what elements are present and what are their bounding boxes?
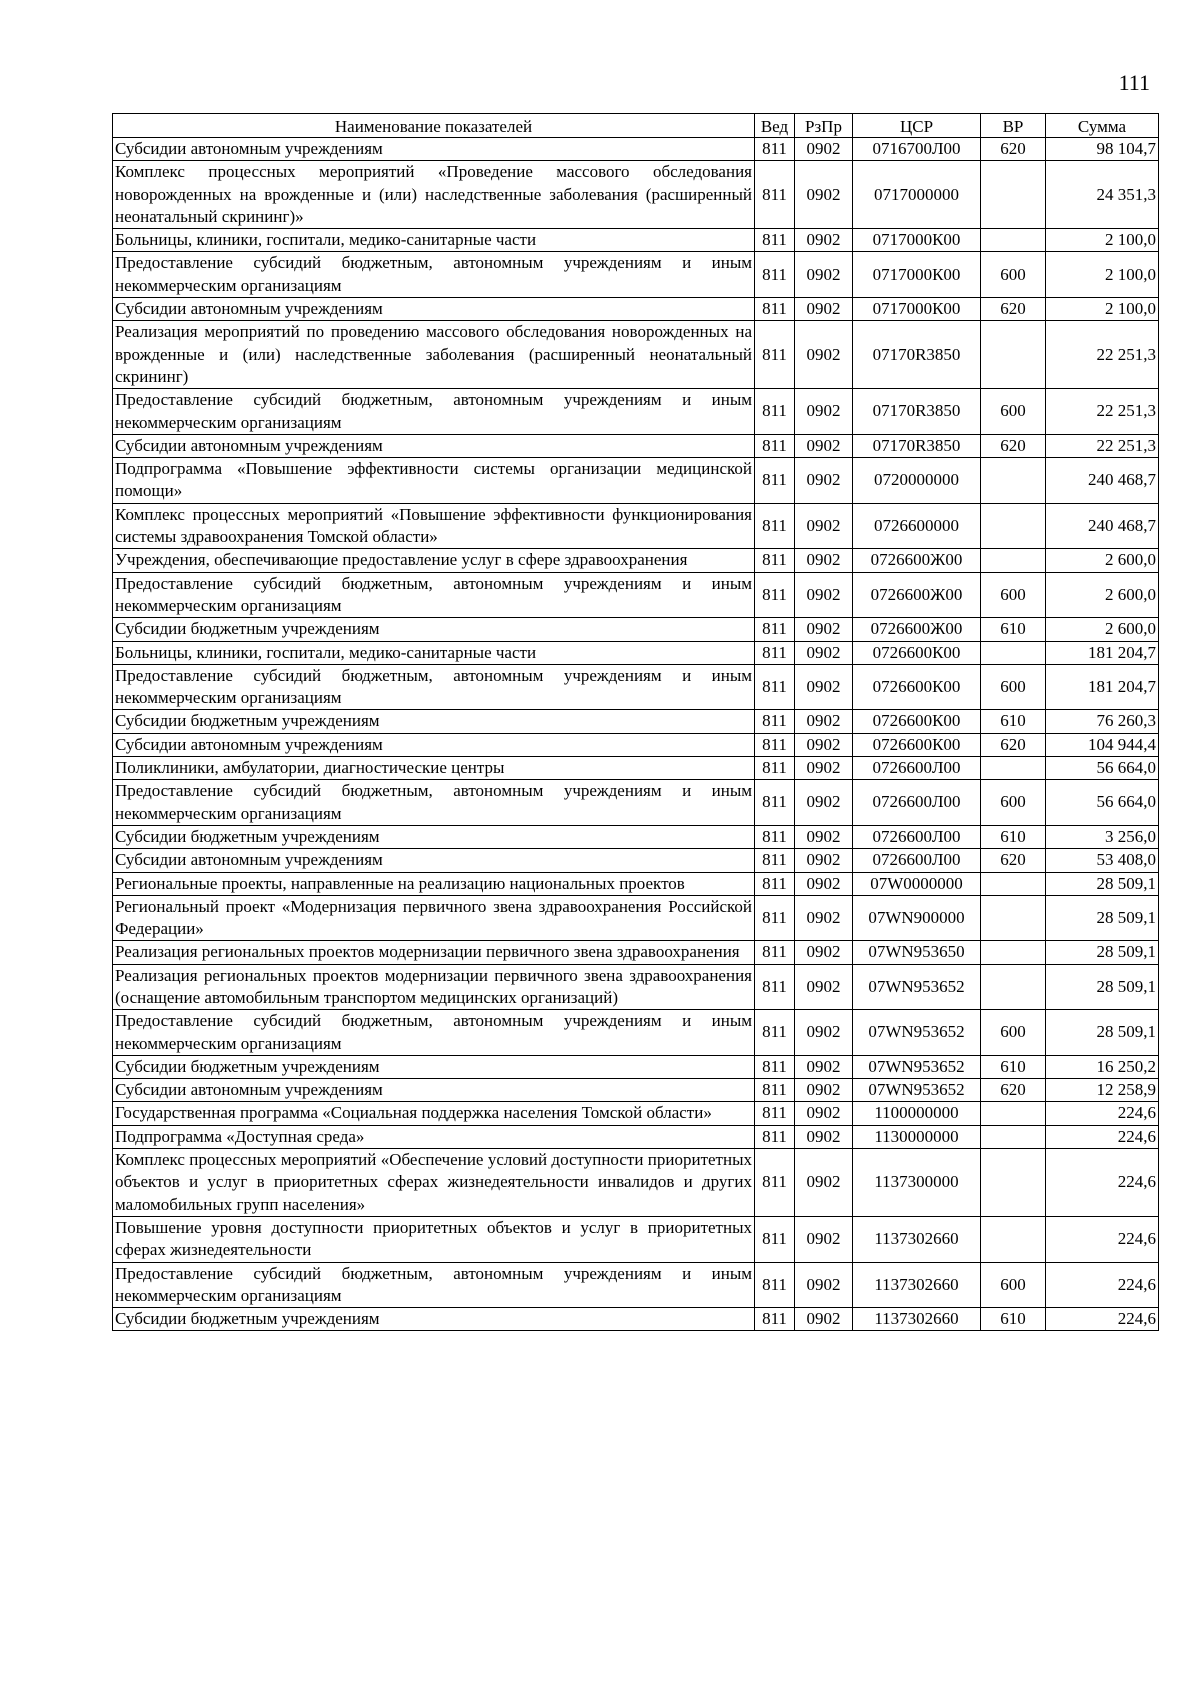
cell-name: Предоставление субсидий бюджетным, автономным учреждениям и иным некоммерческим организациям: [113, 252, 755, 298]
cell-csr: 07170R3850: [853, 389, 981, 435]
cell-name: Подпрограмма «Доступная среда»: [113, 1125, 755, 1148]
cell-ved: 811: [755, 458, 795, 504]
cell-name: Комплекс процессных мероприятий «Проведение массового обследования новорожденных на врожденные и (или) наследственные заболевания (расширенный неонатальный скрининг)»: [113, 161, 755, 229]
cell-csr: 1137302660: [853, 1308, 981, 1331]
cell-csr: 07170R3850: [853, 434, 981, 457]
header-csr: ЦСР: [853, 114, 981, 138]
cell-rzpr: 0902: [795, 1262, 853, 1308]
cell-ved: 811: [755, 1079, 795, 1102]
cell-csr: 0726600000: [853, 503, 981, 549]
cell-ved: 811: [755, 252, 795, 298]
cell-csr: 0726600Л00: [853, 849, 981, 872]
cell-rzpr: 0902: [795, 964, 853, 1010]
header-row: [113, 114, 1159, 138]
cell-ved: 811: [755, 321, 795, 389]
cell-rzpr: 0902: [795, 298, 853, 321]
cell-name: Комплекс процессных мероприятий «Обеспечение условий доступности приоритетных объектов и услуг в приоритетных сферах жизнедеятельности инвалидов и других маломобильных групп населения»: [113, 1149, 755, 1217]
cell-sum: 181 204,7: [1046, 664, 1159, 710]
cell-sum: 22 251,3: [1046, 321, 1159, 389]
cell-vr: 600: [981, 1010, 1046, 1056]
cell-rzpr: 0902: [795, 434, 853, 457]
cell-vr: 620: [981, 849, 1046, 872]
cell-ved: 811: [755, 1216, 795, 1262]
cell-vr: 610: [981, 1308, 1046, 1331]
cell-name: Субсидии автономным учреждениям: [113, 849, 755, 872]
cell-ved: 811: [755, 964, 795, 1010]
cell-ved: 811: [755, 1262, 795, 1308]
cell-vr: 600: [981, 664, 1046, 710]
table-row: [113, 549, 1159, 572]
cell-csr: 0726600Ж00: [853, 572, 981, 618]
table-row: [113, 298, 1159, 321]
cell-vr: 620: [981, 1079, 1046, 1102]
cell-sum: 2 100,0: [1046, 229, 1159, 252]
cell-csr: 0726600Л00: [853, 757, 981, 780]
cell-sum: 224,6: [1046, 1149, 1159, 1217]
cell-ved: 811: [755, 1055, 795, 1078]
cell-csr: 07170R3850: [853, 321, 981, 389]
cell-vr: [981, 895, 1046, 941]
cell-vr: 600: [981, 389, 1046, 435]
cell-name: Предоставление субсидий бюджетным, автономным учреждениям и иным некоммерческим организациям: [113, 572, 755, 618]
table-header: [113, 114, 1159, 138]
cell-csr: 0717000К00: [853, 298, 981, 321]
table-row: [113, 641, 1159, 664]
table-row: [113, 780, 1159, 826]
header-name: Наименование показателей: [113, 114, 755, 138]
cell-csr: 0717000000: [853, 161, 981, 229]
header-sum: Сумма: [1046, 114, 1159, 138]
cell-rzpr: 0902: [795, 895, 853, 941]
table-row: [113, 618, 1159, 641]
header-vr: ВР: [981, 114, 1046, 138]
cell-rzpr: 0902: [795, 1102, 853, 1125]
cell-name: Поликлиники, амбулатории, диагностические центры: [113, 757, 755, 780]
cell-name: Субсидии автономным учреждениям: [113, 733, 755, 756]
table-row: [113, 964, 1159, 1010]
cell-vr: [981, 872, 1046, 895]
cell-csr: 07WN953650: [853, 941, 981, 964]
cell-name: Реализация мероприятий по проведению массового обследования новорожденных на врожденные и (или) наследственные заболевания (расширенный неонатальный скрининг): [113, 321, 755, 389]
cell-ved: 811: [755, 895, 795, 941]
cell-sum: 56 664,0: [1046, 780, 1159, 826]
cell-name: Субсидии бюджетным учреждениям: [113, 710, 755, 733]
table-row: [113, 1055, 1159, 1078]
cell-vr: 610: [981, 618, 1046, 641]
table-row: [113, 161, 1159, 229]
cell-name: Больницы, клиники, госпитали, медико-санитарные части: [113, 229, 755, 252]
cell-ved: 811: [755, 733, 795, 756]
cell-csr: 07WN953652: [853, 964, 981, 1010]
cell-name: Субсидии автономным учреждениям: [113, 1079, 755, 1102]
cell-ved: 811: [755, 618, 795, 641]
cell-vr: [981, 549, 1046, 572]
cell-ved: 811: [755, 1149, 795, 1217]
cell-csr: 0726600Л00: [853, 780, 981, 826]
cell-sum: 56 664,0: [1046, 757, 1159, 780]
cell-ved: 811: [755, 298, 795, 321]
table-row: [113, 1216, 1159, 1262]
cell-sum: 3 256,0: [1046, 825, 1159, 848]
cell-sum: 224,6: [1046, 1125, 1159, 1148]
table-row: [113, 434, 1159, 457]
cell-csr: 0726600К00: [853, 641, 981, 664]
cell-name: Учреждения, обеспечивающие предоставление услуг в сфере здравоохранения: [113, 549, 755, 572]
table-row: [113, 895, 1159, 941]
cell-vr: 610: [981, 710, 1046, 733]
cell-rzpr: 0902: [795, 503, 853, 549]
cell-vr: 600: [981, 572, 1046, 618]
table-row: [113, 1079, 1159, 1102]
cell-vr: [981, 1149, 1046, 1217]
cell-ved: 811: [755, 549, 795, 572]
table-row: [113, 757, 1159, 780]
table-row: [113, 458, 1159, 504]
cell-name: Предоставление субсидий бюджетным, автономным учреждениям и иным некоммерческим организациям: [113, 1010, 755, 1056]
table-row: [113, 252, 1159, 298]
cell-rzpr: 0902: [795, 757, 853, 780]
cell-rzpr: 0902: [795, 229, 853, 252]
cell-vr: [981, 458, 1046, 504]
cell-vr: [981, 503, 1046, 549]
table-row: [113, 1010, 1159, 1056]
cell-vr: 620: [981, 733, 1046, 756]
cell-rzpr: 0902: [795, 618, 853, 641]
cell-csr: 0717000К00: [853, 252, 981, 298]
cell-sum: 22 251,3: [1046, 389, 1159, 435]
cell-vr: 600: [981, 252, 1046, 298]
cell-ved: 811: [755, 941, 795, 964]
cell-name: Подпрограмма «Повышение эффективности системы организации медицинской помощи»: [113, 458, 755, 504]
cell-csr: 1137302660: [853, 1216, 981, 1262]
cell-csr: 07WN953652: [853, 1010, 981, 1056]
cell-name: Субсидии автономным учреждениям: [113, 298, 755, 321]
cell-vr: [981, 1125, 1046, 1148]
cell-sum: 28 509,1: [1046, 964, 1159, 1010]
cell-ved: 811: [755, 572, 795, 618]
cell-rzpr: 0902: [795, 664, 853, 710]
cell-vr: 620: [981, 298, 1046, 321]
cell-rzpr: 0902: [795, 252, 853, 298]
table-row: [113, 710, 1159, 733]
cell-csr: 0726600Ж00: [853, 618, 981, 641]
cell-csr: 0717000К00: [853, 229, 981, 252]
table-row: [113, 849, 1159, 872]
cell-sum: 2 100,0: [1046, 298, 1159, 321]
cell-csr: 0720000000: [853, 458, 981, 504]
cell-ved: 811: [755, 780, 795, 826]
cell-sum: 76 260,3: [1046, 710, 1159, 733]
cell-rzpr: 0902: [795, 733, 853, 756]
cell-name: Региональный проект «Модернизация первичного звена здравоохранения Российской Федерации»: [113, 895, 755, 941]
header-rzpr: РзПр: [795, 114, 853, 138]
cell-sum: 240 468,7: [1046, 503, 1159, 549]
table-row: [113, 572, 1159, 618]
table-row: [113, 825, 1159, 848]
cell-vr: 610: [981, 1055, 1046, 1078]
cell-rzpr: 0902: [795, 780, 853, 826]
cell-name: Субсидии бюджетным учреждениям: [113, 1308, 755, 1331]
cell-vr: [981, 757, 1046, 780]
cell-rzpr: 0902: [795, 549, 853, 572]
cell-rzpr: 0902: [795, 1216, 853, 1262]
cell-sum: 104 944,4: [1046, 733, 1159, 756]
cell-sum: 240 468,7: [1046, 458, 1159, 504]
cell-sum: 2 100,0: [1046, 252, 1159, 298]
page-number: 111: [1118, 70, 1150, 95]
cell-csr: 0726600Ж00: [853, 549, 981, 572]
cell-csr: 1137302660: [853, 1262, 981, 1308]
cell-ved: 811: [755, 757, 795, 780]
cell-csr: 0726600К00: [853, 733, 981, 756]
cell-rzpr: 0902: [795, 1308, 853, 1331]
cell-rzpr: 0902: [795, 941, 853, 964]
table-row: [113, 138, 1159, 161]
cell-rzpr: 0902: [795, 710, 853, 733]
cell-name: Реализация региональных проектов модернизации первичного звена здравоохранения: [113, 941, 755, 964]
cell-sum: 28 509,1: [1046, 941, 1159, 964]
cell-ved: 811: [755, 1125, 795, 1148]
table-row: [113, 1308, 1159, 1331]
cell-csr: 07WN953652: [853, 1055, 981, 1078]
cell-rzpr: 0902: [795, 572, 853, 618]
cell-rzpr: 0902: [795, 389, 853, 435]
cell-ved: 811: [755, 1102, 795, 1125]
cell-csr: 0726600Л00: [853, 825, 981, 848]
cell-ved: 811: [755, 641, 795, 664]
table-row: [113, 1262, 1159, 1308]
table-row: [113, 1149, 1159, 1217]
cell-name: Субсидии автономным учреждениям: [113, 138, 755, 161]
cell-sum: 28 509,1: [1046, 872, 1159, 895]
cell-sum: 181 204,7: [1046, 641, 1159, 664]
cell-rzpr: 0902: [795, 1055, 853, 1078]
cell-sum: 224,6: [1046, 1216, 1159, 1262]
cell-vr: [981, 1102, 1046, 1125]
cell-ved: 811: [755, 1010, 795, 1056]
cell-vr: [981, 161, 1046, 229]
cell-csr: 1137300000: [853, 1149, 981, 1217]
cell-csr: 0726600К00: [853, 664, 981, 710]
cell-ved: 811: [755, 849, 795, 872]
cell-sum: 22 251,3: [1046, 434, 1159, 457]
cell-name: Региональные проекты, направленные на реализацию национальных проектов: [113, 872, 755, 895]
cell-name: Государственная программа «Социальная поддержка населения Томской области»: [113, 1102, 755, 1125]
cell-ved: 811: [755, 710, 795, 733]
cell-csr: 0716700Л00: [853, 138, 981, 161]
cell-sum: 28 509,1: [1046, 1010, 1159, 1056]
cell-name: Реализация региональных проектов модернизации первичного звена здравоохранения (оснащение автомобильным транспортом медицинских организаций): [113, 964, 755, 1010]
cell-ved: 811: [755, 434, 795, 457]
cell-name: Предоставление субсидий бюджетным, автономным учреждениям и иным некоммерческим организациям: [113, 780, 755, 826]
cell-vr: [981, 941, 1046, 964]
cell-ved: 811: [755, 229, 795, 252]
cell-rzpr: 0902: [795, 1149, 853, 1217]
cell-vr: 600: [981, 1262, 1046, 1308]
cell-ved: 811: [755, 503, 795, 549]
cell-ved: 811: [755, 389, 795, 435]
cell-vr: 620: [981, 434, 1046, 457]
cell-csr: 1130000000: [853, 1125, 981, 1148]
cell-rzpr: 0902: [795, 138, 853, 161]
cell-csr: 07W0000000: [853, 872, 981, 895]
cell-sum: 16 250,2: [1046, 1055, 1159, 1078]
table-body: [113, 138, 1159, 1331]
cell-name: Предоставление субсидий бюджетным, автономным учреждениям и иным некоммерческим организациям: [113, 389, 755, 435]
cell-csr: 07WN900000: [853, 895, 981, 941]
cell-ved: 811: [755, 825, 795, 848]
cell-ved: 811: [755, 664, 795, 710]
cell-name: Субсидии бюджетным учреждениям: [113, 618, 755, 641]
cell-vr: [981, 964, 1046, 1010]
header-ved: Вед: [755, 114, 795, 138]
table-row: [113, 321, 1159, 389]
table-row: [113, 229, 1159, 252]
cell-name: Больницы, клиники, госпитали, медико-санитарные части: [113, 641, 755, 664]
cell-sum: 224,6: [1046, 1262, 1159, 1308]
cell-vr: [981, 641, 1046, 664]
cell-name: Субсидии автономным учреждениям: [113, 434, 755, 457]
cell-rzpr: 0902: [795, 1079, 853, 1102]
cell-sum: 98 104,7: [1046, 138, 1159, 161]
cell-rzpr: 0902: [795, 321, 853, 389]
cell-name: Субсидии бюджетным учреждениям: [113, 1055, 755, 1078]
cell-csr: 07WN953652: [853, 1079, 981, 1102]
cell-sum: 53 408,0: [1046, 849, 1159, 872]
cell-sum: 2 600,0: [1046, 549, 1159, 572]
cell-rzpr: 0902: [795, 849, 853, 872]
cell-rzpr: 0902: [795, 458, 853, 504]
cell-sum: 24 351,3: [1046, 161, 1159, 229]
cell-rzpr: 0902: [795, 1010, 853, 1056]
cell-rzpr: 0902: [795, 825, 853, 848]
cell-vr: [981, 1216, 1046, 1262]
table-row: [113, 664, 1159, 710]
budget-table: [112, 113, 1159, 1331]
cell-sum: 224,6: [1046, 1102, 1159, 1125]
cell-ved: 811: [755, 138, 795, 161]
cell-name: Повышение уровня доступности приоритетных объектов и услуг в приоритетных сферах жизнедеятельности: [113, 1216, 755, 1262]
cell-sum: 224,6: [1046, 1308, 1159, 1331]
cell-name: Предоставление субсидий бюджетным, автономным учреждениям и иным некоммерческим организациям: [113, 664, 755, 710]
cell-rzpr: 0902: [795, 641, 853, 664]
table-row: [113, 389, 1159, 435]
cell-csr: 1100000000: [853, 1102, 981, 1125]
cell-ved: 811: [755, 1308, 795, 1331]
cell-ved: 811: [755, 161, 795, 229]
cell-name: Комплекс процессных мероприятий «Повышение эффективности функционирования системы здравоохранения Томской области»: [113, 503, 755, 549]
cell-sum: 2 600,0: [1046, 618, 1159, 641]
cell-vr: [981, 321, 1046, 389]
cell-sum: 2 600,0: [1046, 572, 1159, 618]
cell-ved: 811: [755, 872, 795, 895]
cell-vr: 610: [981, 825, 1046, 848]
cell-sum: 28 509,1: [1046, 895, 1159, 941]
table-row: [113, 1125, 1159, 1148]
cell-rzpr: 0902: [795, 161, 853, 229]
table-row: [113, 872, 1159, 895]
table-row: [113, 733, 1159, 756]
table-row: [113, 503, 1159, 549]
cell-vr: [981, 229, 1046, 252]
cell-vr: 620: [981, 138, 1046, 161]
cell-csr: 0726600К00: [853, 710, 981, 733]
table-row: [113, 1102, 1159, 1125]
cell-name: Субсидии бюджетным учреждениям: [113, 825, 755, 848]
cell-name: Предоставление субсидий бюджетным, автономным учреждениям и иным некоммерческим организациям: [113, 1262, 755, 1308]
cell-rzpr: 0902: [795, 1125, 853, 1148]
table-row: [113, 941, 1159, 964]
cell-sum: 12 258,9: [1046, 1079, 1159, 1102]
cell-vr: 600: [981, 780, 1046, 826]
cell-rzpr: 0902: [795, 872, 853, 895]
